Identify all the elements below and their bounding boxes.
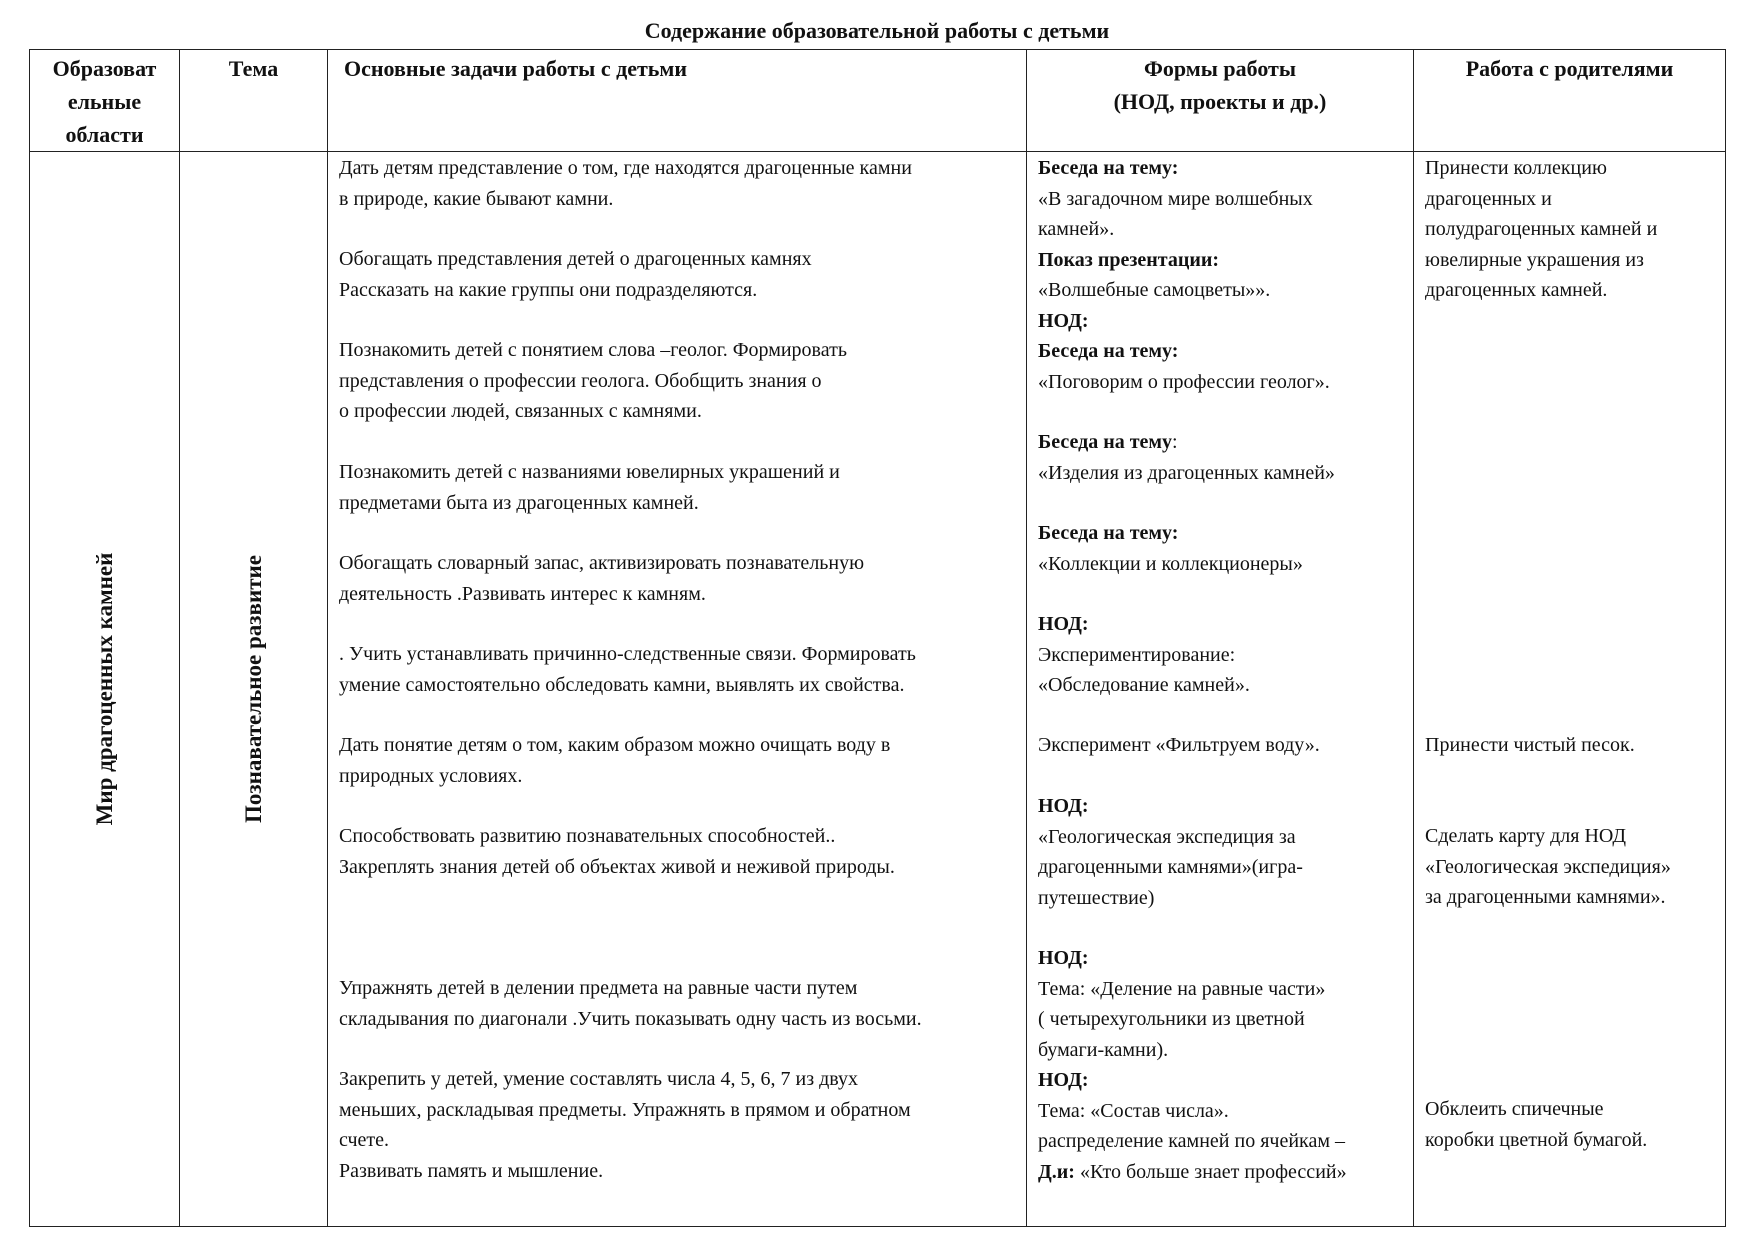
form-nod-label: НОД: — [1038, 309, 1089, 332]
parents-cell — [1414, 152, 1726, 1227]
topic-cell — [180, 152, 328, 1227]
topic-label: Познавательное развитие — [240, 555, 266, 823]
form-nod-label: НОД: — [1038, 1069, 1089, 1091]
form-text: «В загадочном мире волшебных камней». — [1038, 187, 1313, 240]
header-tasks: Основные задачи работы с детьми — [328, 50, 1027, 152]
form-nod-label: НОД: — [1038, 613, 1089, 635]
task-item: Обогащать словарный запас, активизировать познавательную деятельность .Развивать интерес к камням. — [339, 552, 865, 605]
form-text: Экспериментирование: «Обследование камней». — [1038, 643, 1250, 696]
header-parents: Работа с родителями — [1414, 50, 1726, 152]
form-label: Д.и: — [1038, 1160, 1075, 1183]
form-block — [1038, 153, 1330, 397]
tasks-cell — [328, 152, 1027, 1227]
parent-item: Обклеить спичечные коробки цветной бумагой. — [1425, 1098, 1648, 1151]
form-label-colon: : — [1172, 431, 1178, 453]
form-text: «Поговорим о профессии геолог». — [1038, 370, 1330, 393]
form-text: «Коллекции и коллекционеры» — [1038, 552, 1303, 575]
parent-item: Принести чистый песок. — [1425, 734, 1635, 756]
form-text: «Кто больше знает профессий» — [1074, 1160, 1347, 1183]
form-text: «Геологическая экспедиция за драгоценными камнями»(игра- путешествие) — [1038, 825, 1303, 909]
form-block — [1038, 518, 1303, 579]
form-text: «Изделия из драгоценных камней» — [1038, 461, 1335, 484]
form-nod-label: НОД: — [1038, 795, 1089, 817]
form-label: Беседа на тему: — [1038, 157, 1179, 179]
forms-cell — [1027, 152, 1414, 1227]
task-item: Способствовать развитию познавательных способностей.. Закреплять знания детей об объектах живой и неживой природы. — [339, 825, 895, 878]
page-title: Содержание образовательной работы с детьми — [644, 18, 1110, 43]
task-item: Обогащать представления детей о драгоценных камнях Рассказать на какие группы они подразделяются. — [339, 248, 812, 301]
header-row — [30, 50, 1726, 152]
task-item: Упражнять детей в делении предмета на равные части путем складывания по диагонали .Учить показывать одну часть из восьми. — [339, 977, 922, 1030]
task-item: Дать детям представление о том, где находятся драгоценные камни в природе, какие бывают камни. — [339, 157, 912, 210]
content-table — [29, 49, 1726, 1227]
task-item: Познакомить детей с названиями ювелирных украшений и предметами быта из драгоценных камней. — [339, 461, 840, 514]
header-area: Образоват ельные области — [30, 50, 180, 152]
area-cell — [30, 152, 180, 1227]
form-label: Показ презентации: — [1038, 248, 1220, 271]
task-item: Дать понятие детям о том, каким образом можно очищать воду в природных условиях. — [339, 734, 891, 787]
header-forms: Формы работы (НОД, проекты и др.) — [1027, 50, 1414, 152]
form-block — [1038, 427, 1335, 488]
form-block — [1038, 730, 1320, 761]
form-label: Беседа на тему — [1038, 431, 1173, 453]
task-item: Познакомить детей с понятием слова –геолог. Формировать представления о профессии геолога. Обобщить знания о о профессии людей, связанных с камнями. — [339, 339, 847, 422]
form-label: Беседа на тему: — [1038, 340, 1179, 362]
parent-item: Принести коллекцию драгоценных и полудрагоценных камней и ювелирные украшения из драгоценных камней. — [1425, 157, 1658, 301]
task-item: . Учить устанавливать причинно-следственные связи. Формировать умение самостоятельно обследовать камни, выявлять их свойства. — [339, 643, 916, 696]
parent-item: Сделать карту для НОД «Геологическая экспедиция» за драгоценными камнями». — [1425, 825, 1671, 908]
form-text: Тема: «Деление на равные части» ( четырехугольники из цветной бумаги-камни). — [1038, 977, 1326, 1061]
form-block — [1038, 943, 1347, 1187]
form-nod-label: НОД: — [1038, 947, 1089, 969]
form-block — [1038, 791, 1303, 913]
form-text: «Волшебные самоцветы»». — [1038, 279, 1271, 301]
area-label: Мир драгоценных камней — [91, 552, 117, 826]
task-item: Закрепить у детей, умение составлять числа 4, 5, 6, 7 из двух меньших, раскладывая предметы. Упражнять в прямом и обратном счете. Развивать память и мышление. — [339, 1068, 911, 1182]
form-text: Эксперимент «Фильтруем воду». — [1038, 734, 1320, 756]
form-text: Тема: «Состав числа». распределение камней по ячейкам – — [1038, 1099, 1345, 1152]
header-topic: Тема — [180, 50, 328, 152]
table-row — [30, 152, 1726, 1227]
form-label: Беседа на тему: — [1038, 522, 1179, 544]
form-block — [1038, 609, 1250, 701]
